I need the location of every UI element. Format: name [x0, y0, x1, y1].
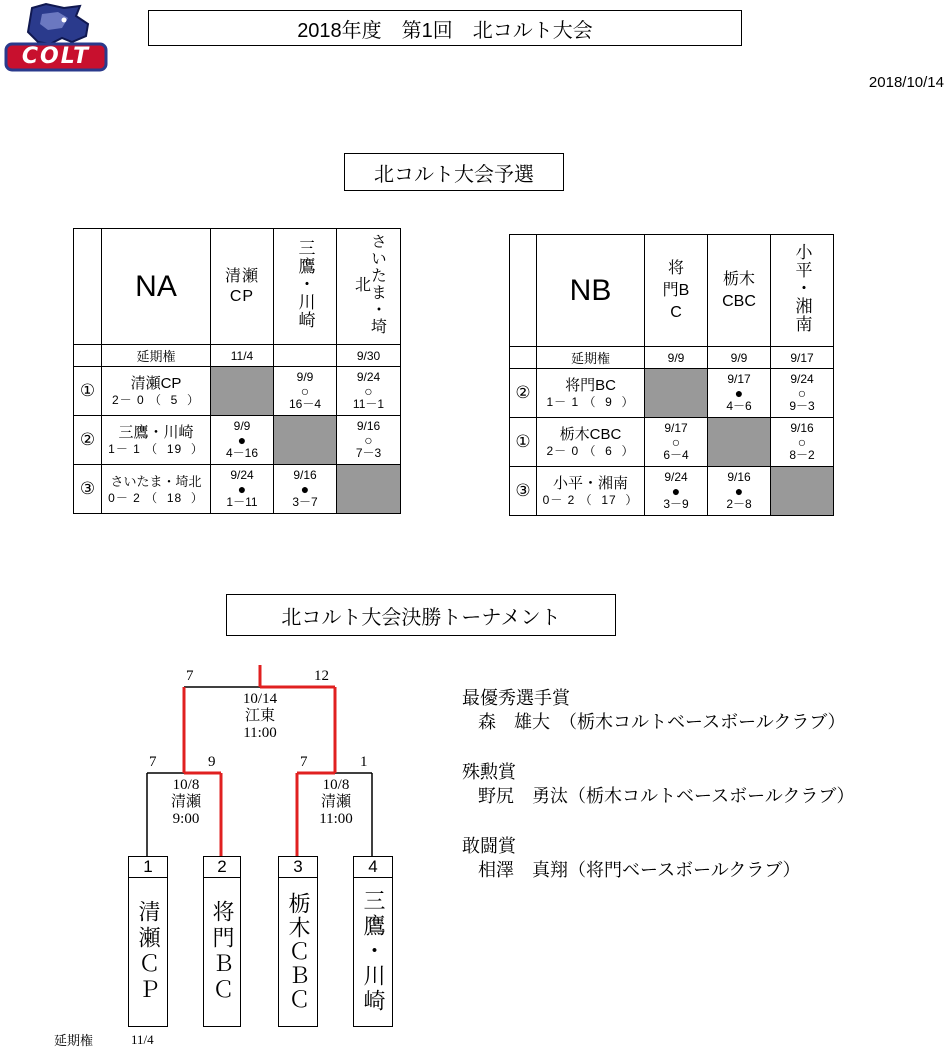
rank-cell: ③	[74, 465, 102, 514]
nb-league-label: NB	[537, 235, 645, 347]
semi1-time: 9:00	[172, 811, 200, 827]
na-col-header: 三鷹・川崎	[274, 229, 337, 345]
team-box-name: 清瀬ＣＰ	[136, 899, 161, 1004]
final-date: 10/14	[242, 691, 278, 707]
na-ext-value: 9/30	[337, 345, 401, 367]
semi1-date: 10/8	[172, 777, 200, 793]
result-cell: 9/24 ○ 11－1	[337, 367, 401, 416]
result-cell: 9/16 ○ 7－3	[337, 416, 401, 465]
semi1-game-info	[146, 777, 226, 828]
semi2-score-left: 7	[300, 754, 308, 770]
result-cell: 9/9 ● 4－16	[211, 416, 274, 465]
result-cell: 9/24 ● 3－9	[645, 467, 708, 516]
na-league-label: NA	[102, 229, 211, 345]
team-box-name: 将門ＢＣ	[210, 899, 235, 1004]
team-record: 2－ 0 （ 5 ）	[111, 393, 201, 407]
award-mvp	[462, 686, 942, 734]
rank-cell: ①	[74, 367, 102, 416]
rank-cell: ②	[510, 369, 537, 418]
nb-ext-value: 9/17	[771, 347, 834, 369]
award-outstanding	[462, 760, 942, 808]
team-box-name: 三鷹・川崎	[361, 889, 386, 1014]
final-game-info	[210, 691, 310, 742]
team-seed: 1	[129, 857, 167, 878]
report-date: 2018/10/14	[868, 74, 944, 91]
tournament-ext-label: 延期権	[54, 1033, 94, 1048]
result-cell: 9/17 ○ 6－4	[645, 418, 708, 467]
team-name: 将門BC	[565, 377, 616, 394]
team-name: 栃木CBC	[559, 426, 622, 443]
final-venue: 江東	[244, 708, 275, 724]
na-col-header: さいたま・埼北	[337, 229, 401, 345]
team-seed: 4	[354, 857, 392, 878]
result-cell: 9/24 ● 1－11	[211, 465, 274, 514]
rank-cell: ③	[510, 467, 537, 516]
semi2-venue: 清瀬	[320, 794, 351, 810]
page-title-text: 2018年度 第1回 北コルト大会	[297, 19, 593, 42]
semi1-venue: 清瀬	[170, 794, 201, 810]
team-name: 小平・湘南	[552, 475, 628, 492]
team-record: 2－ 0 （ 6 ）	[546, 444, 635, 458]
award-title: 殊勲賞	[462, 762, 516, 782]
team-record: 0－ 2 （ 17 ）	[542, 493, 639, 507]
semi2-time: 11:00	[319, 811, 353, 827]
award-title: 最優秀選手賞	[462, 688, 570, 708]
rank-cell: ②	[74, 416, 102, 465]
team-box-4	[353, 856, 393, 1027]
award-title: 敢闘賞	[462, 836, 516, 856]
team-box-name: 栃木ＣＢＣ	[286, 891, 311, 1012]
team-name: さいたま・埼北	[110, 474, 202, 489]
team-seed: 2	[204, 857, 240, 878]
nb-col-header: 将門BC	[645, 235, 708, 347]
team-seed: 3	[279, 857, 317, 878]
team-box-3	[278, 856, 318, 1027]
result-cell: 9/16 ● 3－7	[274, 465, 337, 514]
final-time: 11:00	[243, 725, 277, 741]
rank-cell: ①	[510, 418, 537, 467]
award-winner: 森 雄大 （栃木コルトベースボールクラブ）	[478, 712, 846, 732]
semi1-score-right: 9	[208, 754, 216, 770]
award-winner: 相澤 真翔（将門ベースボールクラブ）	[478, 860, 801, 880]
logo-text: COLT	[21, 44, 91, 69]
team-box-2	[203, 856, 241, 1027]
team-record: 0－ 2 （ 18 ）	[108, 491, 204, 505]
result-cell: 9/17 ● 4－6	[708, 369, 771, 418]
award-winner: 野尻 勇汰（栃木コルトベースボールクラブ）	[478, 786, 855, 806]
result-cell: 9/16 ● 2－8	[708, 467, 771, 516]
semi1-score-left: 7	[149, 754, 157, 770]
nb-ext-value: 9/9	[708, 347, 771, 369]
nb-col-header: 小平・湘南	[771, 235, 834, 347]
result-cell: 9/24 ○ 9－3	[771, 369, 834, 418]
result-cell: 9/16 ○ 8－2	[771, 418, 834, 467]
team-box-1	[128, 856, 168, 1027]
na-ext-value: 11/4	[211, 345, 274, 367]
tournament-title-text: 北コルト大会決勝トーナメント	[281, 606, 561, 629]
prelim-title-text: 北コルト大会予選	[374, 163, 534, 186]
awards-section	[462, 686, 942, 882]
award-fighting-spirit	[462, 834, 942, 882]
na-ext-label: 延期権	[102, 345, 211, 367]
nb-ext-value: 9/9	[645, 347, 708, 369]
team-record: 1－ 1 （ 9 ）	[546, 395, 635, 409]
result-cell: 9/9 ○ 16－4	[274, 367, 337, 416]
team-name: 清瀬CP	[130, 375, 182, 392]
final-score-left: 7	[186, 668, 194, 684]
nb-ext-label: 延期権	[537, 347, 645, 369]
semi2-date: 10/8	[322, 777, 350, 793]
nb-col-header: 栃木CBC	[708, 235, 771, 347]
team-name: 三鷹・川崎	[118, 424, 194, 441]
na-col-header: 清瀬CP	[211, 229, 274, 345]
semi2-score-right: 1	[360, 754, 368, 770]
tournament-ext-value: 11/4	[131, 1032, 154, 1047]
semi2-game-info	[296, 777, 376, 828]
team-record: 1－ 1 （ 19 ）	[108, 442, 204, 456]
final-score-right: 12	[314, 668, 329, 684]
